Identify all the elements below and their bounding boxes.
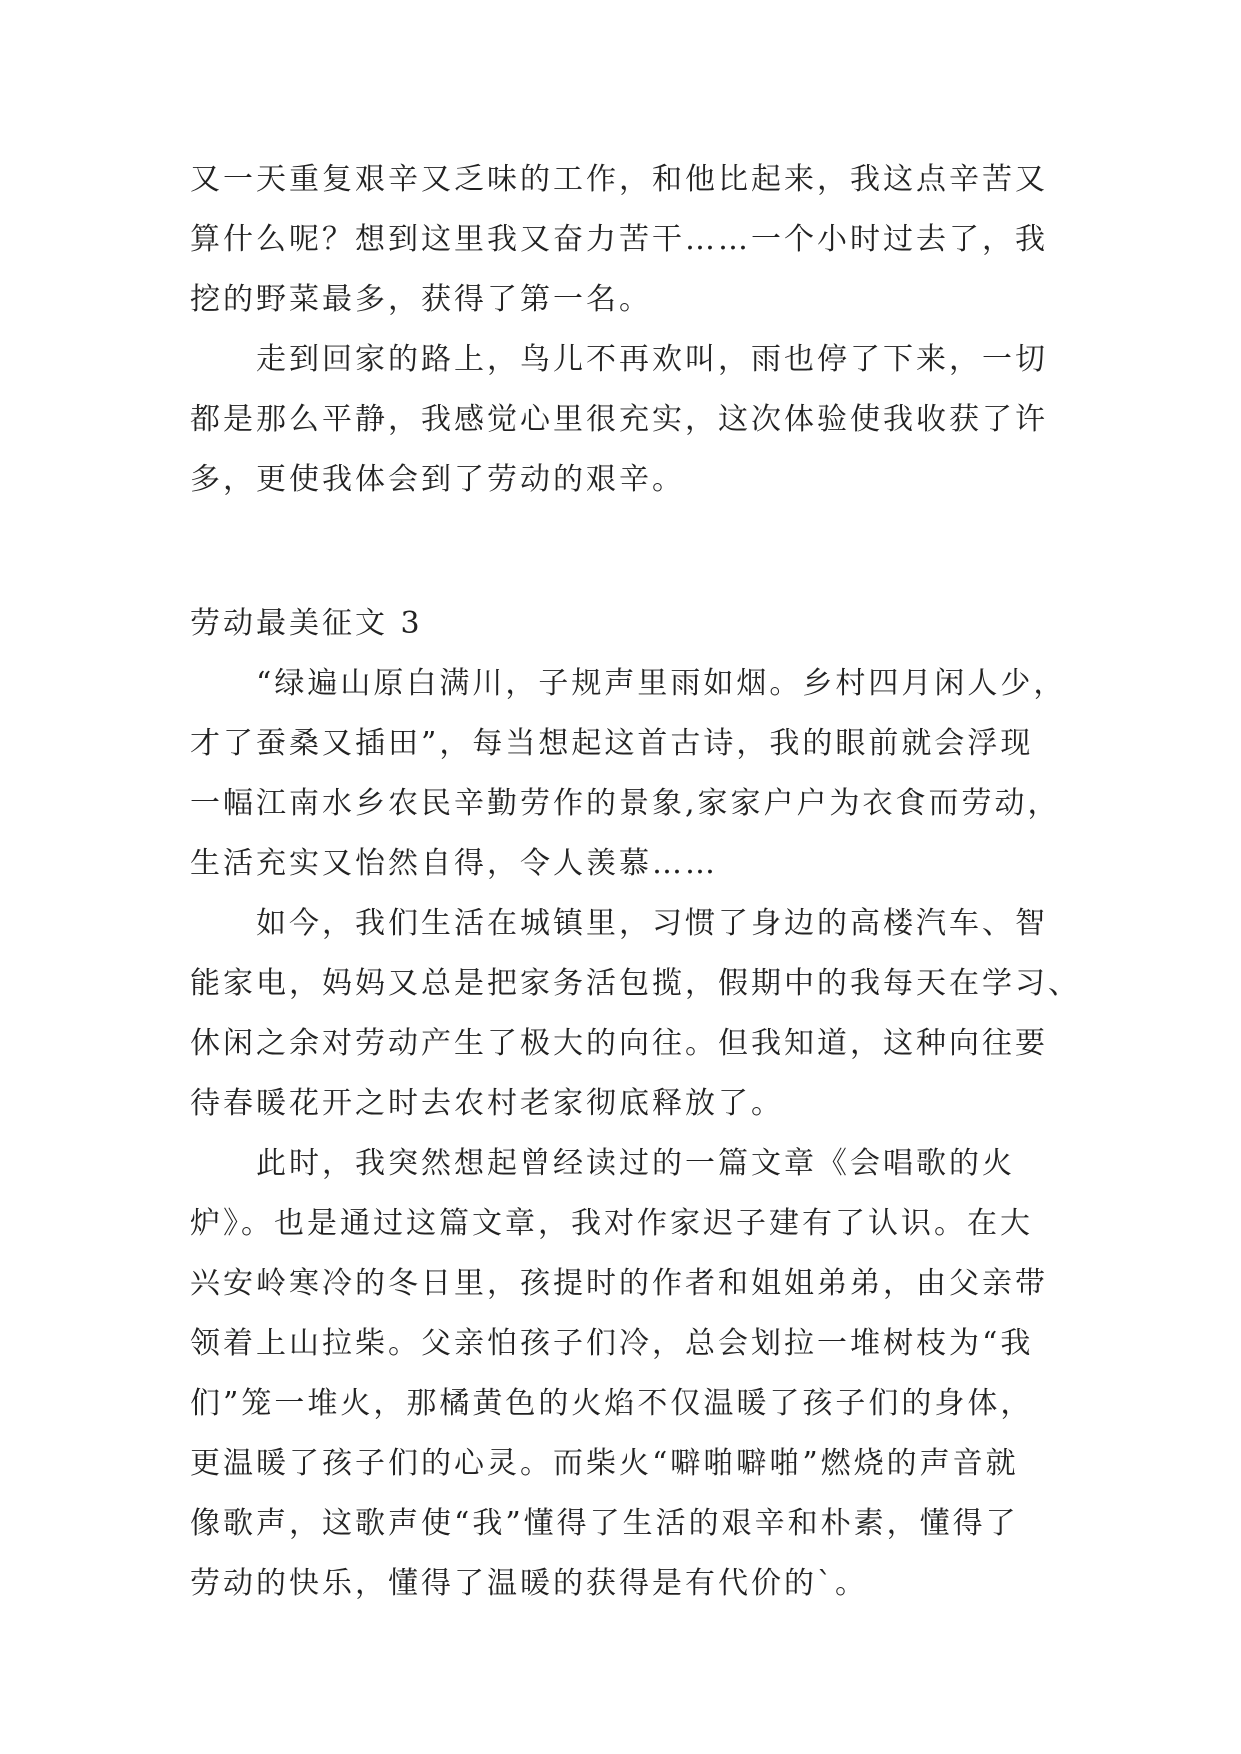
text-line: 劳动的快乐，懂得了温暖的获得是有代价的`。 (190, 1566, 868, 1601)
text-line: 一幅江南水乡农民辛勤劳作的景象,家家户户为衣食而劳动， (190, 786, 1061, 821)
paragraph (190, 330, 1050, 510)
paragraph (190, 1134, 1050, 1614)
text-line: 又一天重复艰辛又乏味的工作，和他比起来，我这点辛苦又 (190, 162, 1048, 197)
text-line: 能家电，妈妈又总是把家务活包揽，假期中的我每天在学习、 (190, 966, 1081, 1001)
text-line: 生活充实又怡然自得，令人羡慕…… (190, 846, 718, 881)
section-spacer (190, 510, 1050, 594)
text-line: “绿遍山原白满川，子规声里雨如烟。乡村四月闲人少， (256, 666, 1067, 701)
text-line: 休闲之余对劳动产生了极大的向往。但我知道，这种向往要 (190, 1026, 1048, 1061)
text-line: 们”笼一堆火，那橘黄色的火焰不仅温暖了孩子们的身体， (190, 1386, 1034, 1421)
text-line: 更温暖了孩子们的心灵。而柴火“噼啪噼啪”燃烧的声音就 (190, 1446, 1019, 1481)
text-line: 挖的野菜最多，获得了第一名。 (190, 282, 652, 317)
text-line: 领着上山拉柴。父亲怕孩子们冷，总会划拉一堆树枝为“我 (190, 1326, 1034, 1361)
paragraph (190, 654, 1067, 894)
text-line: 如今，我们生活在城镇里，习惯了身边的高楼汽车、智 (256, 906, 1048, 941)
text-line: 兴安岭寒冷的冬日里，孩提时的作者和姐姐弟弟，由父亲带 (190, 1266, 1048, 1301)
text-line: 多，更使我体会到了劳动的艰辛。 (190, 462, 685, 497)
essay-title: 劳动最美征文 3 (190, 606, 423, 641)
document-page (190, 150, 1081, 1614)
text-line: 算什么呢？想到这里我又奋力苦干……一个小时过去了，我 (190, 222, 1048, 257)
text-line: 待春暖花开之时去农村老家彻底释放了。 (190, 1086, 784, 1121)
paragraph (190, 150, 1050, 330)
text-line: 像歌声，这歌声使“我”懂得了生活的艰辛和朴素，懂得了 (190, 1506, 1019, 1541)
text-line: 才了蚕桑又插田”，每当想起这首古诗，我的眼前就会浮现 (190, 726, 1034, 761)
paragraph (190, 894, 1081, 1134)
text-line: 此时，我突然想起曾经读过的一篇文章《会唱歌的火 (256, 1146, 1015, 1181)
text-line: 都是那么平静，我感觉心里很充实，这次体验使我收获了许 (190, 402, 1048, 437)
text-line: 走到回家的路上，鸟儿不再欢叫，雨也停了下来，一切 (256, 342, 1048, 377)
text-line: 炉》。也是通过这篇文章，我对作家迟子建有了认识。在大 (190, 1206, 1033, 1241)
